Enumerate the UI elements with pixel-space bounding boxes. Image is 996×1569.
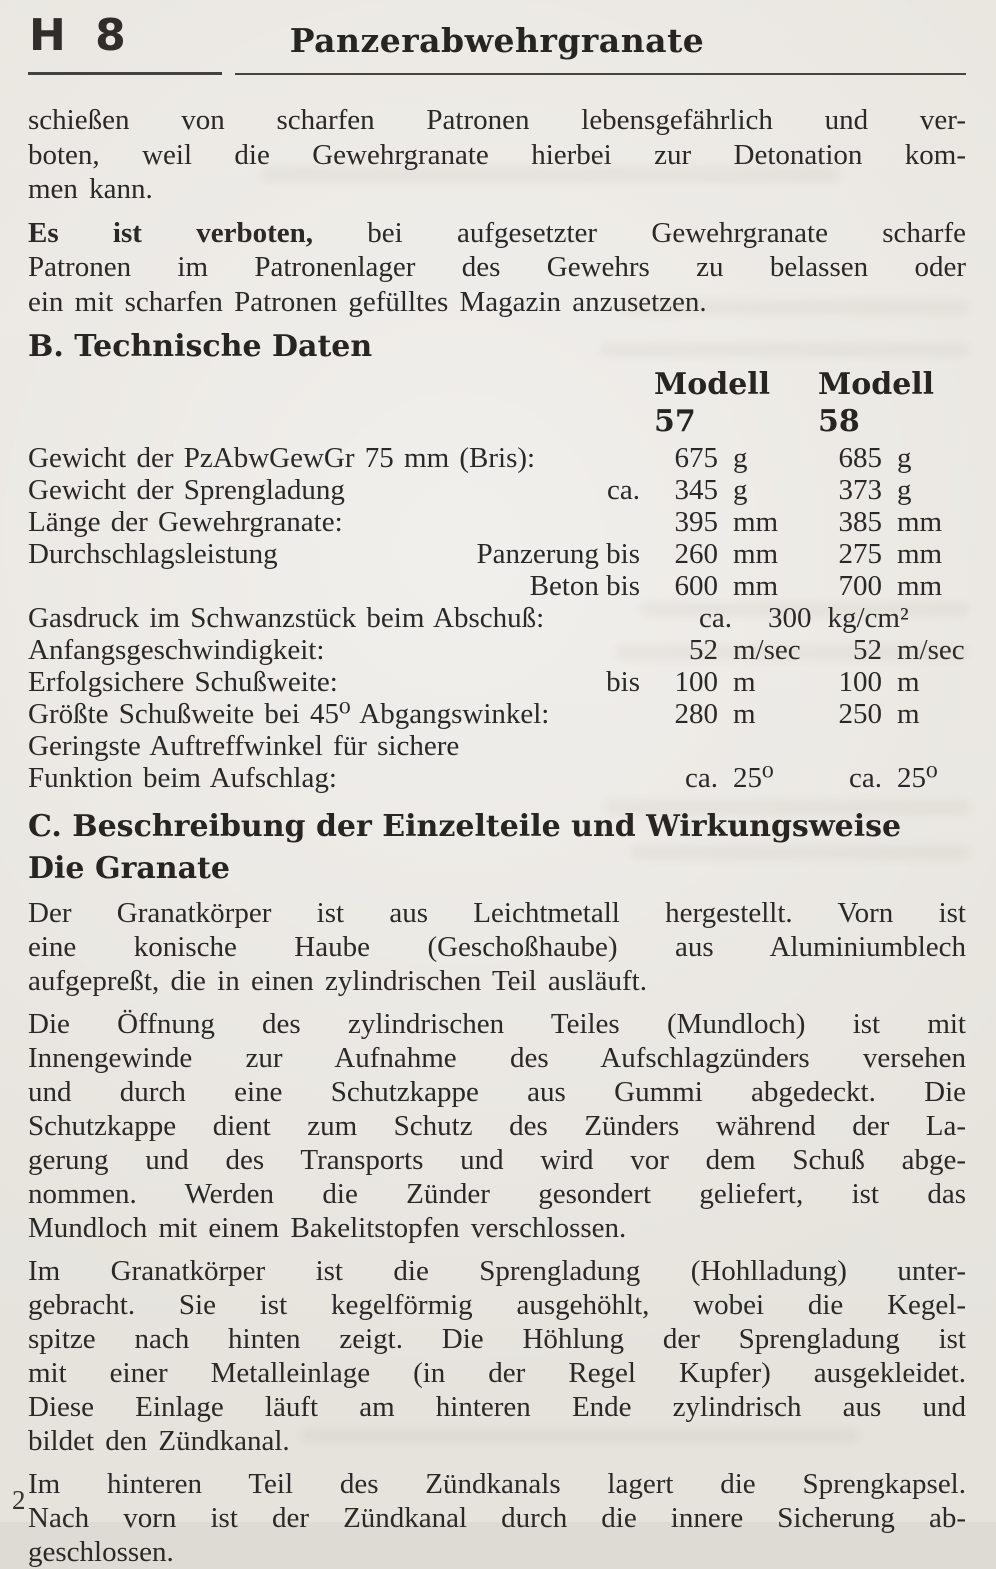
- text-line: men kann.: [28, 173, 153, 205]
- header-rule: [28, 72, 966, 75]
- text-line: Im hinteren Teil des Zündkanals lagert die Sprengkapsel.: [28, 1468, 966, 1500]
- value-number: [818, 730, 882, 762]
- value-number: 280: [674, 698, 718, 730]
- text-line: aufgepreßt, die in einen zylindrischen Teil ausläuft.: [28, 965, 647, 997]
- text-line: schießen von scharfen Patronen lebensgefährlich und ver-: [28, 104, 966, 136]
- granate-subheading: Die Granate: [28, 851, 231, 886]
- spec-row-left: [28, 442, 654, 474]
- shared-value-part: 300: [768, 602, 812, 634]
- spec-row: [28, 698, 966, 730]
- spec-row-left: [28, 698, 654, 730]
- text-line: gebracht. Sie ist kegelförmig ausgehöhlt, wobei die Kegel-: [28, 1289, 966, 1321]
- spec-row: [28, 570, 966, 602]
- spec-label: Durchschlagsleistung: [28, 538, 278, 570]
- spec-row: [28, 442, 966, 474]
- text-line: Schutzkappe dient zum Schutz des Zünders während der La-: [28, 1110, 966, 1142]
- value-number: 275: [838, 538, 882, 570]
- value-number: 685: [838, 442, 882, 474]
- spec-row: [28, 506, 966, 538]
- modell-57-value: [654, 442, 818, 474]
- value-unit: g: [733, 442, 748, 474]
- spec-row-left: [28, 602, 654, 634]
- value-unit: m: [733, 698, 756, 730]
- value-unit: m: [897, 666, 920, 698]
- value-number: 600: [674, 570, 718, 602]
- modell-58-value: [818, 570, 966, 602]
- text-line: geschlossen.: [28, 1536, 174, 1568]
- text-line: Es ist verboten, bei aufgesetzter Gewehrgranate scharfe: [28, 216, 966, 249]
- paragraph: [28, 1254, 966, 1458]
- paragraph: [28, 103, 966, 207]
- spec-row: [28, 762, 966, 794]
- value-number: 52: [689, 634, 718, 666]
- spec-row: [28, 602, 966, 634]
- header-rule-left-segment: [28, 72, 222, 75]
- value-unit: m: [733, 666, 756, 698]
- value-number: 345: [674, 474, 718, 506]
- text-line: Im Granatkörper ist die Sprengladung (Hohlladung) unter-: [28, 1255, 966, 1287]
- modell-57-value: [654, 474, 818, 506]
- spec-row: [28, 634, 966, 666]
- spec-row-left: [28, 506, 654, 538]
- modell-57-value: [654, 666, 818, 698]
- modell-57-value: [654, 634, 818, 666]
- value-number: ca.: [685, 762, 718, 794]
- text-line: eine konische Haube (Geschoßhaube) aus Aluminiumblech: [28, 931, 966, 963]
- spec-label: Geringste Auftreffwinkel für sichere: [28, 730, 460, 762]
- modell-58-value: [818, 666, 966, 698]
- modell-57-value: [654, 538, 818, 570]
- text-line: gerung und des Transports und wird vor dem Schuß abge-: [28, 1144, 966, 1176]
- text-line: ein mit scharfen Patronen gefülltes Magazin anzusetzen.: [28, 285, 707, 318]
- text-line: Nach vorn ist der Zündkanal durch die innere Sicherung ab-: [28, 1502, 966, 1534]
- modell-57-value: [654, 730, 818, 762]
- spec-qualifier: ca.: [607, 474, 640, 506]
- intro-section: [28, 103, 966, 319]
- value-unit: m/sec: [897, 634, 965, 666]
- modell-58-value: [818, 506, 966, 538]
- value-number: 52: [853, 634, 882, 666]
- modell-58-value: [818, 730, 966, 762]
- spec-label: Erfolgsichere Schußweite:: [28, 666, 338, 698]
- spec-label: Gasdruck im Schwanzstück beim Abschuß:: [28, 602, 545, 634]
- value-number: ca.: [849, 762, 882, 794]
- paragraph: [28, 1007, 966, 1245]
- column-header-modell-58: Modell 58: [818, 367, 935, 439]
- spec-label: Größte Schußweite bei 45⁰ Abgangswinkel:: [28, 698, 550, 730]
- value-number: 395: [674, 506, 718, 538]
- spec-row: [28, 538, 966, 570]
- spec-label: Länge der Gewehrgranate:: [28, 506, 343, 538]
- shared-value-cell: [654, 602, 966, 634]
- modell-57-value: [654, 506, 818, 538]
- text-line: Mundloch mit einem Bakelitstopfen verschlossen.: [28, 1212, 627, 1244]
- text-line: spitze nach hinten zeigt. Die Höhlung der Sprengladung ist: [28, 1323, 966, 1355]
- spec-row-left: [28, 538, 654, 570]
- spec-label: Anfangsgeschwindigkeit:: [28, 634, 325, 666]
- modell-57-value: [654, 698, 818, 730]
- value-number: 385: [838, 506, 882, 538]
- text-line: Innengewinde zur Aufnahme des Aufschlagzünders versehen: [28, 1042, 966, 1074]
- modell-58-value: [818, 634, 966, 666]
- value-unit: 25⁰: [897, 762, 938, 794]
- page-header: [28, 10, 966, 72]
- spec-row-left: [28, 762, 654, 794]
- value-number: 250: [838, 698, 882, 730]
- value-number: 100: [838, 666, 882, 698]
- modell-58-value: [818, 762, 966, 794]
- header-rule-right-segment: [235, 73, 966, 75]
- value-number: 700: [838, 570, 882, 602]
- spec-row-left: [28, 570, 654, 602]
- spec-qualifier: Panzerung bis: [476, 538, 640, 570]
- value-unit: mm: [897, 506, 943, 538]
- spec-qualifier: bis: [606, 666, 640, 698]
- spec-row: [28, 666, 966, 698]
- value-unit: mm: [897, 538, 943, 570]
- modell-57-value: [654, 762, 818, 794]
- paragraph: [28, 216, 966, 320]
- text-line: Der Granatkörper ist aus Leichtmetall hergestellt. Vorn ist: [28, 897, 966, 929]
- text-line: mit einer Metalleinlage (in der Regel Kupfer) ausgekleidet.: [28, 1357, 966, 1389]
- text-line: Die Öffnung des zylindrischen Teiles (Mundloch) ist mit: [28, 1008, 966, 1040]
- spec-row-left: [28, 666, 654, 698]
- text-line: nommen. Werden die Zünder gesondert geliefert, ist das: [28, 1178, 966, 1210]
- value-number: 100: [674, 666, 718, 698]
- value-unit: 25⁰: [733, 762, 774, 794]
- modell-58-value: [818, 474, 966, 506]
- spec-row-left: [28, 474, 654, 506]
- page-number: 2: [12, 1485, 26, 1515]
- modell-58-value: [818, 698, 966, 730]
- modell-58-value: [818, 538, 966, 570]
- text-line: boten, weil die Gewehrgranate hierbei zur Detonation kom-: [28, 138, 966, 171]
- spec-qualifier: Beton bis: [529, 570, 640, 602]
- description-section: [28, 896, 966, 1569]
- technical-data-table: [28, 442, 966, 794]
- spec-row: [28, 474, 966, 506]
- spec-row-left: [28, 730, 654, 762]
- value-unit: g: [897, 474, 912, 506]
- spec-label: Funktion beim Aufschlag:: [28, 762, 337, 794]
- value-unit: mm: [733, 570, 779, 602]
- value-unit: m/sec: [733, 634, 801, 666]
- doc-code: H 8: [29, 10, 133, 61]
- text-line: und durch eine Schutzkappe aus Gummi abgedeckt. Die: [28, 1076, 966, 1108]
- column-header-modell-57: Modell 57: [654, 367, 771, 439]
- paragraph: [28, 1467, 966, 1569]
- bold-lead-text: Es ist verboten,: [28, 216, 313, 249]
- section-c-heading: C. Beschreibung der Einzelteile und Wirkungsweise: [28, 809, 902, 844]
- value-unit: g: [733, 474, 748, 506]
- value-number: [654, 730, 718, 762]
- spec-row-left: [28, 634, 654, 666]
- paragraph: [28, 896, 966, 998]
- spec-label: Gewicht der Sprengladung: [28, 474, 345, 506]
- spec-row: [28, 730, 966, 762]
- value-unit: mm: [897, 570, 943, 602]
- value-number: 675: [674, 442, 718, 474]
- value-number: 373: [838, 474, 882, 506]
- text-line: bildet den Zündkanal.: [28, 1425, 290, 1457]
- shared-value-part: ca.: [699, 602, 732, 634]
- text-line: Diese Einlage läuft am hinteren Ende zylindrisch aus und: [28, 1391, 966, 1423]
- value-number: 260: [674, 538, 718, 570]
- value-unit: g: [897, 442, 912, 474]
- modell-57-value: [654, 570, 818, 602]
- value-unit: mm: [733, 538, 779, 570]
- section-b-heading: B. Technische Daten: [28, 329, 373, 364]
- modell-58-value: [818, 442, 966, 474]
- value-unit: m: [897, 698, 920, 730]
- spec-label: Gewicht der PzAbwGewGr 75 mm (Bris):: [28, 442, 536, 474]
- page-title: Panzerabwehrgranate: [289, 21, 705, 60]
- value-unit: mm: [733, 506, 779, 538]
- text-line: Patronen im Patronenlager des Gewehrs zu belassen oder: [28, 251, 966, 283]
- shared-value-part: kg/cm²: [827, 602, 909, 634]
- model-column-headers: [28, 366, 966, 440]
